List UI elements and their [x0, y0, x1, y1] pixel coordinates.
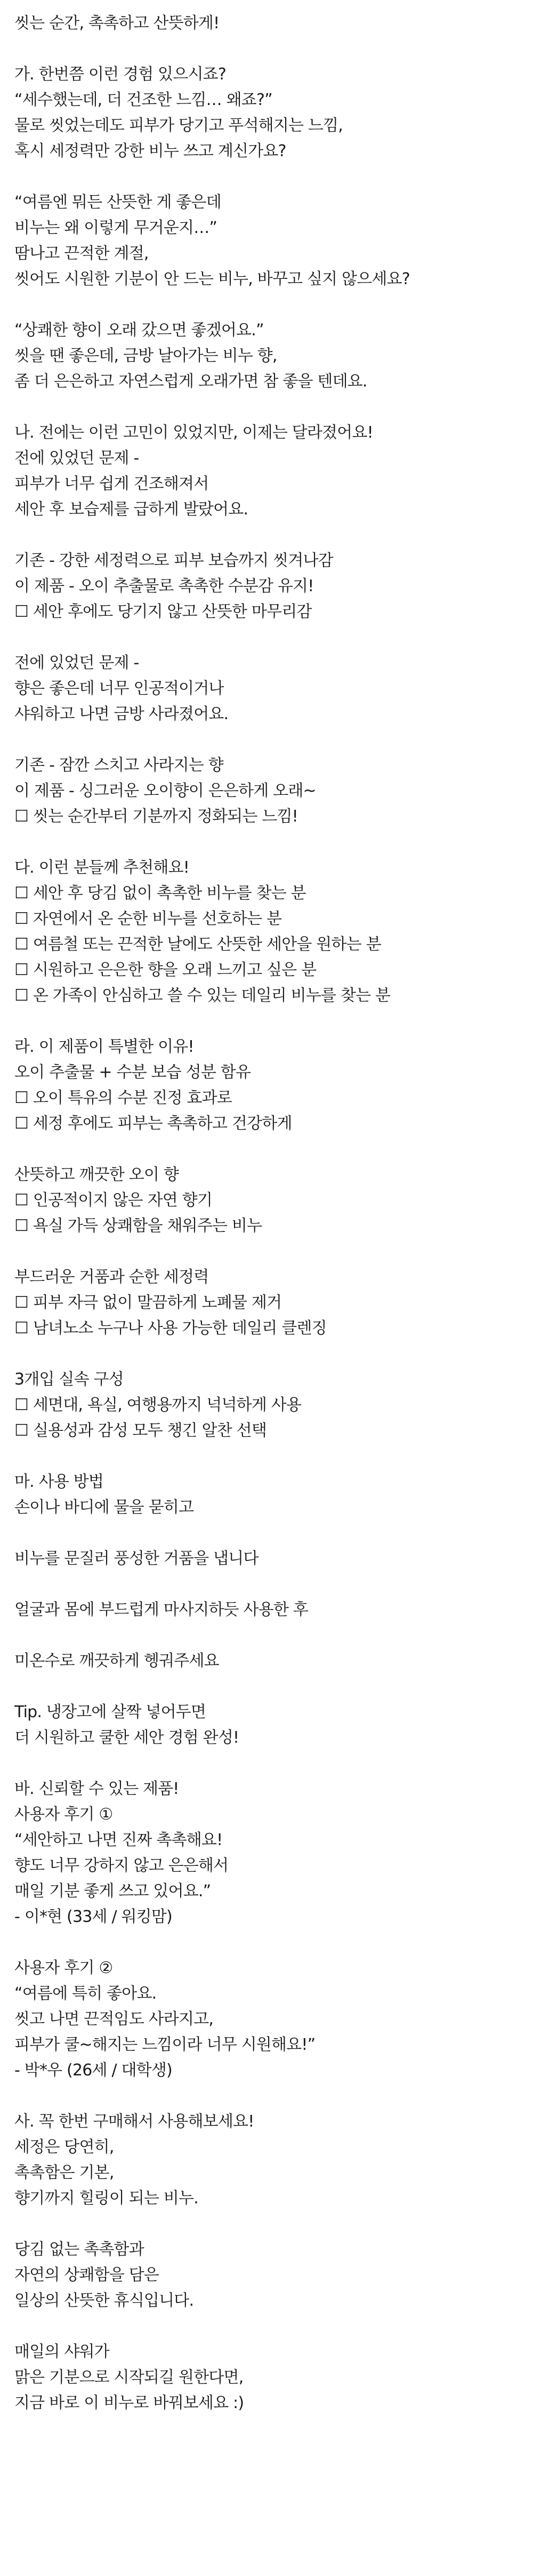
text-line: ☐ 남녀노소 누구나 사용 가능한 데일리 클렌징 — [14, 1319, 327, 1338]
paragraph — [14, 1546, 521, 1572]
text-line: 전에 있었던 문제 - — [14, 654, 139, 672]
text-line: 마. 사용 방법 — [14, 1472, 104, 1491]
text-line: 촉촉함은 기본, — [14, 2163, 114, 2182]
text-line: 더 시원하고 쿨한 세안 경험 완성! — [14, 1728, 239, 1747]
text-line: ☐ 욕실 가득 상쾌함을 채워주는 비누 — [14, 1217, 262, 1235]
paragraph-gap — [14, 1341, 521, 1367]
paragraph — [14, 11, 521, 36]
text-line: ☐ 세면대, 욕실, 여행용까지 넉넉하게 사용 — [14, 1396, 302, 1414]
text-line: 씻고 나면 끈적임도 사라지고, — [14, 2010, 214, 2028]
text-line: 사용자 후기 ② — [14, 1959, 113, 1977]
paragraph — [14, 2339, 521, 2416]
text-line: Tip. 냉장고에 살짝 넣어두면 — [14, 1703, 206, 1721]
text-line: - 박*우 (26세 / 대학생) — [14, 2061, 172, 2080]
paragraph — [14, 650, 521, 727]
product-description-document — [14, 11, 521, 2416]
text-line: 샤워하고 나면 금방 사라졌어요. — [14, 705, 229, 723]
text-line: ☐ 실용성과 감성 모두 챙긴 알찬 선택 — [14, 1421, 267, 1440]
text-line: 당김 없는 촉촉함과 — [14, 2240, 144, 2259]
paragraph-gap — [14, 1572, 521, 1597]
paragraph-gap — [14, 1137, 521, 1162]
paragraph-gap — [14, 2314, 521, 2339]
text-line: 맑은 기분으로 시작되길 원한다면, — [14, 2368, 244, 2387]
paragraph — [14, 2237, 521, 2314]
paragraph-gap — [14, 1239, 521, 1265]
paragraph — [14, 1034, 521, 1137]
text-line: 비누는 왜 이렇게 무거운지…” — [14, 219, 217, 237]
paragraph — [14, 1162, 521, 1239]
text-line: ☐ 온 가족이 안심하고 쓸 수 있는 데일리 비누를 찾는 분 — [14, 986, 391, 1005]
text-line: 세정은 당연히, — [14, 2138, 114, 2156]
text-line: 가. 한번쯤 이런 경험 있으시죠? — [14, 65, 226, 84]
text-line: ☐ 오이 특유의 수분 진정 효과로 — [14, 1089, 232, 1107]
text-line: 향은 좋은데 너무 인공적이거나 — [14, 679, 224, 698]
text-line: “세수했는데, 더 건조한 느낌… 왜죠?” — [14, 91, 272, 109]
paragraph — [14, 753, 521, 830]
text-line: 손이나 바디에 물을 묻히고 — [14, 1498, 194, 1517]
text-line: 사용자 후기 ① — [14, 1805, 113, 1824]
text-line: ☐ 여름철 또는 끈적한 날에도 산뜻한 세안을 원하는 분 — [14, 935, 381, 954]
paragraph-gap — [14, 1009, 521, 1034]
text-line: ☐ 자연에서 온 순한 비누를 선호하는 분 — [14, 909, 282, 928]
paragraph-gap — [14, 1930, 521, 1955]
paragraph — [14, 1265, 521, 1341]
paragraph — [14, 318, 521, 395]
text-line: ☐ 세정 후에도 피부는 촉촉하고 건강하게 — [14, 1114, 292, 1133]
text-line: 전에 있었던 문제 - — [14, 449, 139, 468]
text-line: ☐ 시원하고 은은한 향을 오래 느끼고 싶은 분 — [14, 961, 317, 979]
text-line: 매일의 샤워가 — [14, 2342, 109, 2361]
text-line: 이 제품 - 싱그러운 오이향이 은은하게 오래~ — [14, 782, 316, 800]
paragraph-gap — [14, 36, 521, 62]
paragraph-gap — [14, 1520, 521, 1546]
paragraph-gap — [14, 522, 521, 548]
text-line: 사. 꼭 한번 구매해서 사용해보세요! — [14, 2112, 254, 2131]
text-line: 물로 씻었는데도 피부가 당기고 푸석해지는 느낌, — [14, 116, 343, 135]
paragraph — [14, 1367, 521, 1444]
paragraph — [14, 190, 521, 292]
text-line: 향기까지 힐링이 되는 비누. — [14, 2189, 198, 2208]
text-line: 자연의 상쾌함을 담은 — [14, 2266, 159, 2284]
text-line: 바. 신뢰할 수 있는 제품! — [14, 1780, 179, 1798]
text-line: 기존 - 강한 세정력으로 피부 보습까지 씻겨나감 — [14, 551, 333, 570]
paragraph — [14, 548, 521, 625]
paragraph-gap — [14, 1444, 521, 1469]
text-line: “여름에 특히 좋아요. — [14, 1984, 157, 2003]
paragraph — [14, 855, 521, 1009]
text-line: 얼굴과 몸에 부드럽게 마사지하듯 사용한 후 — [14, 1600, 308, 1619]
paragraph-gap — [14, 1751, 521, 1776]
paragraph — [14, 1469, 521, 1520]
text-line: 라. 이 제품이 특별한 이유! — [14, 1037, 194, 1056]
text-line: 3개입 실속 구성 — [14, 1370, 124, 1389]
text-line: 피부가 쿨~해지는 느낌이라 너무 시원해요!” — [14, 2035, 316, 2054]
paragraph-gap — [14, 2083, 521, 2109]
paragraph-gap — [14, 625, 521, 650]
text-line: 좀 더 은은하고 자연스럽게 오래가면 참 좋을 텐데요. — [14, 372, 367, 391]
paragraph-gap — [14, 164, 521, 190]
paragraph-gap — [14, 1623, 521, 1648]
text-line: ☐ 세안 후 당김 없이 촉촉한 비누를 찾는 분 — [14, 884, 306, 903]
text-line: 다. 이런 분들께 추천해요! — [14, 858, 189, 877]
paragraph-gap — [14, 2211, 521, 2237]
text-line: ☐ 세안 후에도 당기지 않고 산뜻한 마무리감 — [14, 602, 312, 621]
text-line: 기존 - 잠깐 스치고 사라지는 향 — [14, 756, 223, 775]
text-line: 미온수로 깨끗하게 헹궈주세요 — [14, 1652, 219, 1670]
text-line: “상쾌한 향이 오래 갔으면 좋겠어요.” — [14, 321, 264, 340]
text-line: 세안 후 보습제를 급하게 발랐어요. — [14, 500, 248, 519]
text-line: 향도 너무 강하지 않고 은은해서 — [14, 1856, 229, 1875]
text-line: 이 제품 - 오이 추출물로 촉촉한 수분감 유지! — [14, 577, 314, 595]
text-line: 혹시 세정력만 강한 비누 쓰고 계신가요? — [14, 142, 286, 160]
text-line: “여름엔 뭐든 산뜻한 게 좋은데 — [14, 193, 221, 212]
paragraph — [14, 1597, 521, 1623]
text-line: 지금 바로 이 비누로 바꿔보세요 :) — [14, 2394, 244, 2412]
text-line: 부드러운 거품과 순한 세정력 — [14, 1268, 209, 1286]
paragraph — [14, 1776, 521, 1930]
paragraph — [14, 1955, 521, 2083]
text-line: 일상의 산뜻한 휴식입니다. — [14, 2291, 194, 2310]
text-line: “세안하고 나면 진짜 촉촉해요! — [14, 1831, 223, 1849]
paragraph-gap — [14, 727, 521, 753]
text-line: 오이 추출물 + 수분 보습 성분 함유 — [14, 1063, 251, 1082]
paragraph — [14, 62, 521, 164]
text-line: - 이*현 (33세 / 워킹맘) — [14, 1907, 172, 1926]
paragraph — [14, 2109, 521, 2211]
paragraph-gap — [14, 1674, 521, 1700]
text-line: 씻어도 시원한 기분이 안 드는 비누, 바꾸고 싶지 않으세요? — [14, 270, 410, 288]
text-line: 땀나고 끈적한 계절, — [14, 244, 149, 263]
text-line: 비누를 문질러 풍성한 거품을 냅니다 — [14, 1549, 259, 1568]
paragraph-gap — [14, 395, 521, 420]
text-line: ☐ 씻는 순간부터 기분까지 정화되는 느낌! — [14, 807, 298, 826]
text-line: 씻을 땐 좋은데, 금방 날아가는 비누 향, — [14, 347, 277, 365]
text-line: ☐ 피부 자극 없이 말끔하게 노폐물 제거 — [14, 1293, 282, 1312]
paragraph-gap — [14, 292, 521, 318]
text-line: 매일 기분 좋게 쓰고 있어요.” — [14, 1882, 211, 1901]
text-line: 나. 전에는 이런 고민이 있었지만, 이제는 달라졌어요! — [14, 423, 373, 442]
text-line: 산뜻하고 깨끗한 오이 향 — [14, 1165, 179, 1184]
text-line: 피부가 너무 쉽게 건조해져서 — [14, 474, 209, 493]
paragraph — [14, 1648, 521, 1674]
paragraph-gap — [14, 830, 521, 855]
paragraph — [14, 1700, 521, 1751]
paragraph — [14, 420, 521, 522]
text-line: 씻는 순간, 촉촉하고 산뜻하게! — [14, 14, 220, 33]
text-line: ☐ 인공적이지 않은 자연 향기 — [14, 1191, 213, 1210]
